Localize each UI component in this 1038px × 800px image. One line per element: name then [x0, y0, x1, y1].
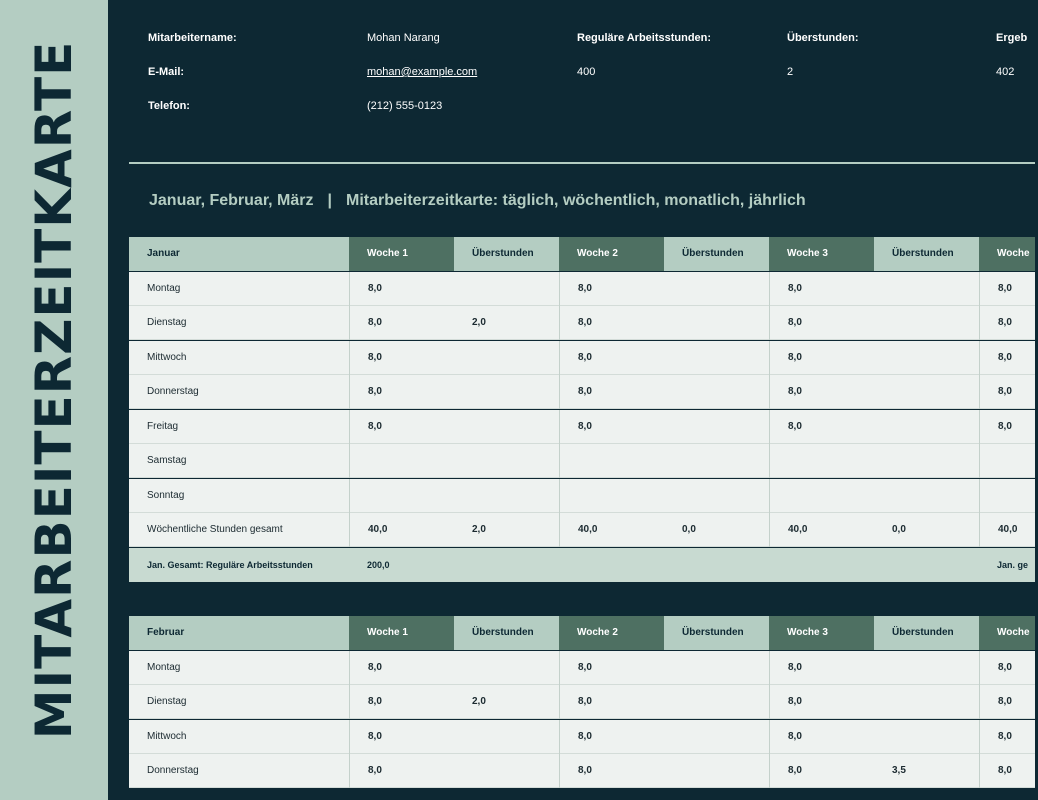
overtime-column-header: Überstunden	[454, 237, 559, 271]
hours-cell[interactable]: 8,0	[559, 685, 664, 719]
weekly-total-label: Wöchentliche Stunden gesamt	[147, 524, 283, 535]
hours-cell[interactable]	[664, 651, 769, 685]
week-column-header: Woche 3	[769, 237, 874, 271]
page-title: MITARBEITERZEITKARTE	[25, 40, 83, 740]
hours-cell[interactable]	[874, 720, 979, 754]
subtitle	[149, 192, 806, 210]
week-column-header: Woche 1	[349, 237, 454, 271]
overtime-column-header: Überstunden	[664, 616, 769, 650]
day-label: Donnerstag	[147, 765, 199, 776]
week-column-header: Woche	[979, 237, 1035, 271]
week-column-header: Woche 3	[769, 616, 874, 650]
hours-cell[interactable]: 8,0	[769, 375, 874, 409]
hours-cell[interactable]: 8,0	[979, 272, 1035, 306]
result-value: 402	[996, 66, 1015, 78]
hours-cell[interactable]	[454, 410, 559, 444]
weekly-total-cell: 2,0	[472, 524, 486, 535]
hours-cell[interactable]	[664, 341, 769, 375]
table-row	[129, 720, 1035, 754]
day-label: Mittwoch	[147, 730, 187, 742]
hours-cell[interactable]	[664, 444, 769, 478]
hours-cell[interactable]: 8,0	[769, 685, 874, 719]
hours-cell[interactable]: 8,0	[979, 685, 1035, 719]
hours-cell[interactable]	[769, 479, 874, 513]
weekly-total-cell: 0,0	[892, 524, 906, 535]
result-label: Ergeb	[996, 32, 1028, 44]
month-summary-right-label: Jan. ge	[997, 559, 1029, 570]
hours-cell[interactable]	[874, 341, 979, 375]
hours-cell[interactable]	[874, 272, 979, 306]
hours-cell[interactable]	[874, 410, 979, 444]
overtime-column-header: Überstunden	[454, 616, 559, 650]
hours-cell[interactable]: 8,0	[559, 272, 664, 306]
hours-cell[interactable]	[874, 651, 979, 685]
hours-cell[interactable]: 8,0	[349, 754, 454, 788]
hours-cell[interactable]	[454, 479, 559, 513]
day-label: Dienstag	[147, 696, 187, 707]
employee-name-value[interactable]: Mohan Narang	[367, 32, 440, 44]
hours-cell[interactable]: 8,0	[559, 651, 664, 685]
hours-cell[interactable]: 3,5	[892, 765, 906, 776]
hours-cell[interactable]: 8,0	[769, 651, 874, 685]
hours-cell[interactable]: 8,0	[979, 754, 1035, 788]
hours-cell[interactable]	[979, 444, 1035, 478]
sidebar	[0, 0, 108, 800]
hours-cell[interactable]: 8,0	[559, 375, 664, 409]
hours-cell[interactable]	[769, 444, 874, 478]
weekly-total-cell: 40,0	[979, 513, 1035, 547]
hours-cell[interactable]	[664, 410, 769, 444]
hours-cell[interactable]	[874, 685, 979, 719]
hours-cell[interactable]	[664, 685, 769, 719]
hours-cell[interactable]: 8,0	[349, 651, 454, 685]
table-row	[129, 754, 1035, 788]
hours-cell[interactable]: 8,0	[349, 720, 454, 754]
hours-cell[interactable]	[559, 479, 664, 513]
hours-cell[interactable]	[559, 444, 664, 478]
hours-cell[interactable]	[664, 479, 769, 513]
employee-email-label: E-Mail:	[148, 66, 185, 78]
regular-hours-value: 400	[577, 66, 596, 78]
hours-cell[interactable]: 8,0	[979, 306, 1035, 340]
hours-cell[interactable]: 8,0	[349, 410, 454, 444]
table-row	[129, 272, 1035, 306]
hours-cell[interactable]	[874, 375, 979, 409]
table-row	[129, 685, 1035, 719]
hours-cell[interactable]	[454, 444, 559, 478]
hours-cell[interactable]: 8,0	[979, 720, 1035, 754]
regular-hours-label: Reguläre Arbeitsstunden:	[577, 32, 712, 44]
month-summary-label: Jan. Gesamt: Reguläre Arbeitsstunden	[147, 559, 313, 570]
hours-cell[interactable]	[664, 272, 769, 306]
hours-cell[interactable]	[454, 272, 559, 306]
hours-cell[interactable]	[349, 479, 454, 513]
day-label: Mittwoch	[147, 351, 187, 363]
hours-cell[interactable]: 8,0	[559, 410, 664, 444]
hours-cell[interactable]: 2,0	[472, 696, 486, 707]
hours-cell[interactable]: 2,0	[472, 317, 486, 328]
hours-cell[interactable]	[874, 479, 979, 513]
employee-phone-label: Telefon:	[148, 100, 190, 112]
hours-cell[interactable]: 8,0	[979, 375, 1035, 409]
weekly-total-row	[129, 513, 1035, 547]
hours-cell[interactable]	[664, 720, 769, 754]
week-column-header: Woche 2	[559, 616, 664, 650]
overtime-column-header: Überstunden	[874, 616, 979, 650]
day-label: Samstag	[147, 455, 187, 466]
overtime-value: 2	[787, 66, 794, 78]
hours-cell[interactable]: 8,0	[349, 272, 454, 306]
hours-cell[interactable]: 8,0	[979, 651, 1035, 685]
table-row	[129, 651, 1035, 685]
overtime-label: Überstunden:	[787, 32, 859, 44]
hours-cell[interactable]: 8,0	[349, 685, 454, 719]
weekly-total-cell: 0,0	[682, 524, 696, 535]
subtitle-description: Mitarbeiterzeitkarte: täglich, wöchentlich, monatlich, jährlich	[346, 192, 806, 209]
month-name-header: Februar	[129, 616, 349, 650]
day-label: Montag	[147, 282, 181, 294]
overtime-column-header: Überstunden	[874, 237, 979, 271]
employee-email-link[interactable]: mohan@example.com	[367, 66, 478, 78]
weekly-total-cell: 40,0	[769, 513, 874, 547]
hours-cell[interactable]: 8,0	[769, 272, 874, 306]
hours-cell[interactable]: 8,0	[559, 341, 664, 375]
hours-cell[interactable]: 8,0	[769, 720, 874, 754]
day-label: Donnerstag	[147, 386, 199, 397]
employee-name-label: Mitarbeitername:	[148, 32, 237, 44]
hours-cell[interactable]: 8,0	[769, 754, 874, 788]
hours-cell[interactable]	[454, 651, 559, 685]
week-column-header: Woche 2	[559, 237, 664, 271]
hours-cell[interactable]	[454, 375, 559, 409]
month-summary-value: 200,0	[367, 559, 390, 570]
day-label: Dienstag	[147, 317, 187, 328]
hours-cell[interactable]: 8,0	[769, 341, 874, 375]
month-summary-row	[129, 548, 1035, 582]
overtime-column-header: Überstunden	[664, 237, 769, 271]
hours-cell[interactable]	[664, 306, 769, 340]
table-header-row	[129, 616, 1035, 650]
hours-cell[interactable]: 8,0	[349, 375, 454, 409]
table-row	[129, 410, 1035, 444]
hours-cell[interactable]: 8,0	[769, 306, 874, 340]
hours-cell[interactable]: 8,0	[979, 341, 1035, 375]
hours-cell[interactable]	[664, 754, 769, 788]
day-label: Sonntag	[147, 489, 185, 501]
hours-cell[interactable]: 8,0	[559, 720, 664, 754]
employee-phone-value[interactable]: (212) 555-0123	[367, 100, 443, 112]
month-name-header: Januar	[129, 237, 349, 271]
day-label: Montag	[147, 661, 181, 673]
hours-cell[interactable]	[979, 479, 1035, 513]
hours-cell[interactable]	[349, 444, 454, 478]
hours-cell[interactable]	[874, 306, 979, 340]
hours-cell[interactable]: 8,0	[349, 341, 454, 375]
table-row	[129, 306, 1035, 340]
timesheet-main	[108, 0, 1035, 800]
hours-cell[interactable]	[454, 341, 559, 375]
subtitle-months: Januar, Februar, März	[149, 192, 314, 209]
week-column-header: Woche 1	[349, 616, 454, 650]
table-row	[129, 444, 1035, 478]
subtitle-separator: |	[327, 192, 332, 209]
day-label: Freitag	[147, 420, 179, 432]
table-row	[129, 341, 1035, 375]
table-row	[129, 479, 1035, 513]
hours-cell[interactable]	[874, 444, 979, 478]
weekly-total-cell: 40,0	[349, 513, 454, 547]
hours-cell[interactable]	[454, 720, 559, 754]
hours-cell[interactable]: 8,0	[979, 410, 1035, 444]
hours-cell[interactable]: 8,0	[559, 754, 664, 788]
table-row	[129, 375, 1035, 409]
week-column-header: Woche	[979, 616, 1035, 650]
hours-cell[interactable]: 8,0	[349, 306, 454, 340]
hours-cell[interactable]	[664, 375, 769, 409]
table-header-row	[129, 237, 1035, 271]
hours-cell[interactable]	[454, 754, 559, 788]
hours-cell[interactable]: 8,0	[769, 410, 874, 444]
hours-cell[interactable]: 8,0	[559, 306, 664, 340]
header-divider	[129, 162, 1035, 164]
weekly-total-cell: 40,0	[559, 513, 664, 547]
